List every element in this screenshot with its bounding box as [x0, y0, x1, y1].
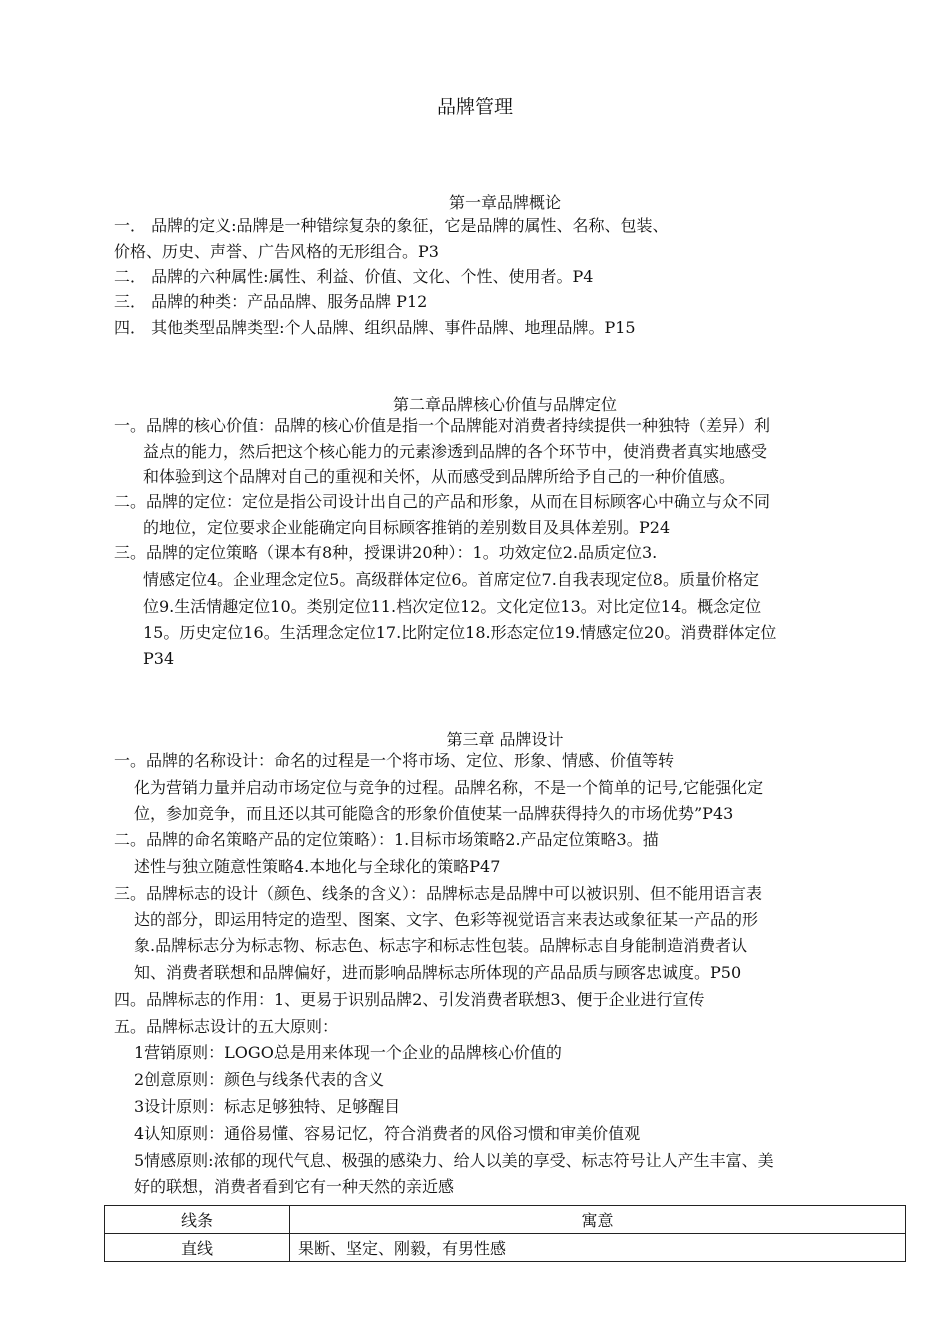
- ch3-line: 5情感原则:浓郁的现代气息、极强的感染力、给人以美的享受、标志符号让人产生丰富、美: [134, 1151, 774, 1170]
- ch2-line: 和体验到这个品牌对自己的重视和关怀，从而感受到品牌所给予自己的一种价值感。: [143, 467, 736, 486]
- ch2-line: 三。品牌的定位策略（课本有8种，授课讲20种）：1。功效定位2.品质定位3.: [114, 543, 658, 562]
- ch3-line: 知、消费者联想和品牌偏好，进而影响品牌标志所体现的产品品质与顾客忠诚度。P50: [134, 963, 742, 982]
- ch3-line: 三。品牌标志的设计（颜色、线条的含义）：品牌标志是品牌中可以被识别、但不能用语言表: [114, 884, 763, 903]
- chapter-3-heading: 第三章 品牌设计: [446, 730, 564, 749]
- ch3-line: 4认知原则：通俗易懂、容易记忆，符合消费者的风俗习惯和审美价值观: [134, 1124, 641, 1143]
- ch3-line: 位，参加竞争，而且还以其可能隐含的形象价值使某一品牌获得持久的市场优势”P43: [134, 804, 734, 823]
- ch3-line: 1营销原则：LOGO总是用来体现一个企业的品牌核心价值的: [134, 1043, 562, 1062]
- chapter-1-heading: 第一章品牌概论: [448, 193, 561, 212]
- ch2-line: 二。品牌的定位：定位是指公司设计出自己的产品和形象，从而在目标顾客心中确立与众不同: [114, 492, 771, 511]
- ch2-line: 一。品牌的核心价值：品牌的核心价值是指一个品牌能对消费者持续提供一种独特（差异）利: [114, 416, 771, 435]
- table-header-row: [105, 1206, 906, 1234]
- ch1-line: 四． 其他类型品牌类型:个人品牌、组织品牌、事件品牌、地理品牌。P15: [114, 318, 636, 337]
- ch3-line: 化为营销力量并启动市场定位与竞争的过程。品牌名称，不是一个简单的记号,它能强化定: [134, 778, 764, 797]
- ch1-line: 价格、历史、声誉、广告风格的无形组合。P3: [114, 242, 439, 261]
- ch2-line: P34: [143, 649, 175, 668]
- table-cell: 直线: [105, 1234, 290, 1262]
- table-row: [105, 1234, 906, 1262]
- ch2-line: 15。历史定位16。生活理念定位17.比附定位18.形态定位19.情感定位20。消费群体定位: [143, 623, 777, 642]
- ch1-line: 一． 品牌的定义:品牌是一种错综复杂的象征，它是品牌的属性、名称、包装、: [114, 216, 669, 235]
- ch3-line: 五。品牌标志设计的五大原则：: [114, 1017, 339, 1036]
- chapter-2-heading: 第二章品牌核心价值与品牌定位: [392, 395, 617, 414]
- line-meaning-table: [104, 1205, 906, 1262]
- ch3-line: 好的联想，消费者看到它有一种天然的亲近感: [134, 1177, 455, 1196]
- table-header-cell: 寓意: [290, 1206, 906, 1234]
- ch3-line: 2创意原则：颜色与线条代表的含义: [134, 1070, 385, 1089]
- ch2-line: 的地位，定位要求企业能确定向目标顾客推销的差别数目及具体差别。P24: [143, 518, 671, 537]
- ch3-line: 3设计原则：标志足够独特、足够醒目: [134, 1097, 401, 1116]
- ch2-line: 益点的能力，然后把这个核心能力的元素渗透到品牌的各个环节中，使消费者真实地感受: [143, 442, 768, 461]
- ch3-line: 象.品牌标志分为标志物、标志色、标志字和标志性包装。品牌标志自身能制造消费者认: [134, 936, 748, 955]
- ch3-line: 达的部分，即运用特定的造型、图案、文字、色彩等视觉语言来表达或象征某一产品的形: [134, 910, 759, 929]
- ch3-line: 四。品牌标志的作用：1、更易于识别品牌2、引发消费者联想3、便于企业进行宣传: [114, 990, 705, 1009]
- document-title: 品牌管理: [436, 96, 513, 118]
- table-cell: 果断、坚定、刚毅，有男性感: [290, 1234, 906, 1262]
- ch1-line: 二． 品牌的六种属性:属性、利益、价值、文化、个性、使用者。P4: [114, 267, 594, 286]
- table-header-cell: 线条: [105, 1206, 290, 1234]
- ch2-line: 位9.生活情趣定位10。类别定位11.档次定位12。文化定位13。对比定位14。概念定位: [143, 597, 762, 616]
- ch3-line: 二。品牌的命名策略产品的定位策略）：1.目标市场策略2.产品定位策略3。描: [114, 830, 659, 849]
- ch2-line: 情感定位4。企业理念定位5。高级群体定位6。首席定位7.自我表现定位8。质量价格定: [143, 570, 759, 589]
- ch3-line: 述性与独立随意性策略4.本地化与全球化的策略P47: [134, 857, 501, 876]
- ch1-line: 三． 品牌的种类：产品品牌、服务品牌 P12: [114, 292, 428, 311]
- ch3-line: 一。品牌的名称设计：命名的过程是一个将市场、定位、形象、情感、价值等转: [114, 751, 675, 770]
